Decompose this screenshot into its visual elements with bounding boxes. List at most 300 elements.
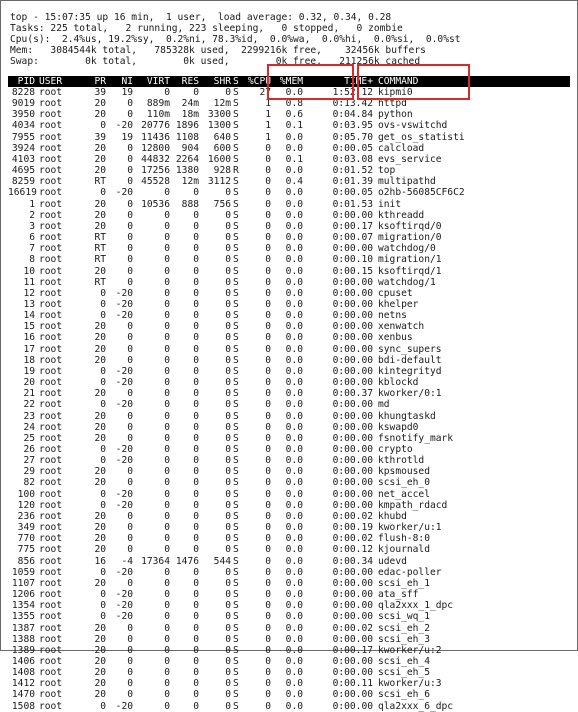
cell-user: root bbox=[39, 477, 63, 489]
cell-mem: 0.1 bbox=[285, 120, 303, 132]
cell-virt: 0 bbox=[164, 343, 170, 355]
cell-command: netns bbox=[378, 310, 407, 322]
cell-ni: 19 bbox=[121, 87, 133, 98]
cell-state: S bbox=[233, 120, 239, 132]
cell-pid: 1388 bbox=[11, 633, 35, 645]
cell-cpu: 1 bbox=[265, 120, 271, 132]
cell-cpu: 0 bbox=[265, 555, 271, 567]
cell-user: root bbox=[39, 533, 63, 545]
cell-pr: 20 bbox=[94, 321, 106, 333]
cell-ni: -20 bbox=[115, 365, 133, 377]
process-row bbox=[8, 377, 570, 388]
cell-pr: 20 bbox=[94, 644, 106, 656]
cell-state: S bbox=[233, 477, 239, 489]
cell-command: kthrotld bbox=[378, 455, 425, 467]
cell-time: 0:00.00 bbox=[332, 365, 373, 377]
cell-command: httpd bbox=[378, 98, 407, 110]
cell-cpu: 0 bbox=[265, 276, 271, 288]
cell-time: 0:00.07 bbox=[332, 232, 373, 244]
cell-state: S bbox=[233, 466, 239, 478]
cell-ni: 0 bbox=[127, 254, 133, 266]
cell-time: 0:00.12 bbox=[332, 544, 373, 556]
cell-mem: 0.0 bbox=[285, 209, 303, 221]
cell-cpu: 0 bbox=[265, 298, 271, 310]
process-row bbox=[8, 477, 570, 488]
cell-time: 0:00.00 bbox=[332, 209, 373, 221]
cell-pr: 39 bbox=[94, 87, 106, 98]
cell-command: edac-poller bbox=[378, 566, 442, 578]
cell-res: 0 bbox=[193, 354, 199, 366]
cell-state: S bbox=[233, 153, 239, 165]
cell-ni: 0 bbox=[127, 198, 133, 210]
cell-state: S bbox=[233, 667, 239, 679]
cell-user: root bbox=[39, 209, 63, 221]
cell-res: 904 bbox=[181, 142, 199, 154]
process-row bbox=[8, 288, 570, 299]
cell-user: root bbox=[39, 644, 63, 656]
cell-virt: 0 bbox=[164, 265, 170, 277]
cell-mem: 0.0 bbox=[285, 265, 303, 277]
cell-pid: 1354 bbox=[11, 600, 35, 612]
cell-ni: -20 bbox=[115, 298, 133, 310]
cell-virt: 0 bbox=[164, 410, 170, 422]
cell-command: scsi_eh_1 bbox=[378, 577, 430, 589]
cell-virt: 0 bbox=[164, 421, 170, 433]
cell-user: root bbox=[39, 254, 63, 266]
cell-shr: 0 bbox=[225, 488, 231, 500]
cell-state: S bbox=[233, 254, 239, 266]
cell-user: root bbox=[39, 176, 63, 188]
cell-user: root bbox=[39, 332, 63, 344]
cell-res: 0 bbox=[193, 655, 199, 667]
cell-res: 0 bbox=[193, 232, 199, 244]
cell-mem: 0.0 bbox=[285, 432, 303, 444]
cell-pid: 25 bbox=[23, 432, 35, 444]
cell-pr: 20 bbox=[94, 410, 106, 422]
cell-command: scsi_eh_0 bbox=[378, 477, 430, 489]
cell-command: kjournald bbox=[378, 544, 430, 556]
col-mem: %MEM bbox=[279, 76, 303, 87]
cell-user: root bbox=[39, 410, 63, 422]
process-row bbox=[8, 210, 570, 221]
cell-cpu: 0 bbox=[265, 600, 271, 612]
cell-res: 0 bbox=[193, 577, 199, 589]
cell-pid: 11 bbox=[23, 276, 35, 288]
cell-time: 0:01.39 bbox=[332, 176, 373, 188]
cell-res: 0 bbox=[193, 477, 199, 489]
cell-cpu: 0 bbox=[265, 354, 271, 366]
cell-mem: 0.8 bbox=[285, 98, 303, 110]
process-row bbox=[8, 143, 570, 154]
cell-mem: 0.6 bbox=[285, 109, 303, 121]
cell-virt: 0 bbox=[164, 432, 170, 444]
cell-state: S bbox=[233, 265, 239, 277]
cell-ni: 0 bbox=[127, 544, 133, 556]
cell-shr: 640 bbox=[213, 131, 231, 143]
cell-command: bdi-default bbox=[378, 354, 442, 366]
cell-state: S bbox=[233, 566, 239, 578]
cell-pid: 13 bbox=[23, 298, 35, 310]
cell-time: 0:00.11 bbox=[332, 678, 373, 690]
cell-pr: 20 bbox=[94, 655, 106, 667]
cell-cpu: 0 bbox=[265, 377, 271, 389]
cell-shr: 600 bbox=[213, 142, 231, 154]
cell-pid: 8 bbox=[29, 254, 35, 266]
cell-ni: -20 bbox=[115, 566, 133, 578]
cell-res: 1476 bbox=[175, 555, 199, 567]
cell-cpu: 0 bbox=[265, 176, 271, 188]
cell-user: root bbox=[39, 220, 63, 232]
cell-pid: 14 bbox=[23, 310, 35, 322]
cell-virt: 0 bbox=[164, 510, 170, 522]
cell-ni: -20 bbox=[115, 399, 133, 411]
cell-pr: 0 bbox=[100, 499, 106, 511]
cell-pid: 7 bbox=[29, 243, 35, 255]
cell-state: S bbox=[233, 187, 239, 199]
cell-user: root bbox=[39, 343, 63, 355]
cell-command: migration/1 bbox=[378, 254, 442, 266]
cell-user: root bbox=[39, 600, 63, 612]
cell-command: o2hb-56085CF6C2 bbox=[378, 187, 465, 199]
cell-state: S bbox=[233, 655, 239, 667]
cell-ni: 0 bbox=[127, 689, 133, 701]
cell-user: root bbox=[39, 589, 63, 601]
cell-shr: 0 bbox=[225, 421, 231, 433]
cell-mem: 0.0 bbox=[285, 165, 303, 177]
cell-mem: 0.0 bbox=[285, 142, 303, 154]
cell-mem: 0.0 bbox=[285, 499, 303, 511]
cpu-mem-highlight-box bbox=[267, 64, 354, 100]
cell-time: 0:13.42 bbox=[332, 98, 373, 110]
cell-time: 0:00.00 bbox=[332, 410, 373, 422]
cell-user: root bbox=[39, 365, 63, 377]
cell-time: 0:00.00 bbox=[332, 321, 373, 333]
cell-res: 0 bbox=[193, 298, 199, 310]
cell-res: 0 bbox=[193, 220, 199, 232]
col-pid: PID bbox=[17, 76, 35, 87]
cell-virt: 0 bbox=[164, 633, 170, 645]
cell-res: 0 bbox=[193, 421, 199, 433]
cell-cpu: 0 bbox=[265, 421, 271, 433]
cell-shr: 0 bbox=[225, 466, 231, 478]
cell-pid: 770 bbox=[17, 533, 35, 545]
cell-mem: 0.4 bbox=[285, 176, 303, 188]
cell-shr: 0 bbox=[225, 477, 231, 489]
process-row bbox=[8, 611, 570, 622]
cell-shr: 0 bbox=[225, 354, 231, 366]
cell-pid: 29 bbox=[23, 466, 35, 478]
cell-command: ata_sff bbox=[378, 589, 419, 601]
cell-time: 0:00.00 bbox=[332, 600, 373, 612]
cell-ni: 0 bbox=[127, 142, 133, 154]
cell-pr: 0 bbox=[100, 444, 106, 455]
cell-mem: 0.0 bbox=[285, 678, 303, 690]
cell-res: 0 bbox=[193, 343, 199, 355]
cell-pr: 20 bbox=[94, 432, 106, 444]
cell-time: 0:00.00 bbox=[332, 287, 373, 299]
cell-state: S bbox=[233, 678, 239, 690]
process-row bbox=[8, 243, 570, 254]
cell-pid: 1107 bbox=[11, 577, 35, 589]
cell-pr: 20 bbox=[94, 142, 106, 154]
cell-pr: 0 bbox=[100, 365, 106, 377]
cell-cpu: 27 bbox=[259, 87, 271, 98]
cell-state: S bbox=[233, 444, 239, 455]
process-row bbox=[8, 299, 570, 310]
cell-user: root bbox=[39, 499, 63, 511]
cell-state: S bbox=[233, 377, 239, 389]
cell-user: root bbox=[39, 165, 63, 177]
cell-shr: 0 bbox=[225, 611, 231, 623]
cell-mem: 0.0 bbox=[285, 566, 303, 578]
col-res: RES bbox=[181, 76, 199, 87]
cell-cpu: 0 bbox=[265, 444, 271, 455]
cell-virt: 0 bbox=[164, 399, 170, 411]
cell-state: S bbox=[233, 399, 239, 411]
cell-res: 0 bbox=[193, 533, 199, 545]
cell-pr: RT bbox=[94, 276, 106, 288]
cell-pr: 20 bbox=[94, 477, 106, 489]
cell-virt: 0 bbox=[164, 477, 170, 489]
cell-res: 1896 bbox=[175, 120, 199, 132]
cell-shr: 0 bbox=[225, 410, 231, 422]
cell-pid: 1406 bbox=[11, 655, 35, 667]
cell-mem: 0.0 bbox=[285, 577, 303, 589]
cell-ni: -20 bbox=[115, 488, 133, 500]
cell-state: S bbox=[233, 287, 239, 299]
cell-command: qla2xxx_1_dpc bbox=[378, 600, 454, 612]
cell-pid: 1059 bbox=[11, 566, 35, 578]
cell-virt: 0 bbox=[164, 187, 170, 199]
cell-time: 0:00.00 bbox=[332, 633, 373, 645]
cell-virt: 110m bbox=[146, 109, 170, 121]
process-row bbox=[8, 176, 570, 187]
cell-state: S bbox=[233, 421, 239, 433]
cell-time: 0:00.00 bbox=[332, 477, 373, 489]
cell-shr: 0 bbox=[225, 633, 231, 645]
cell-user: root bbox=[39, 421, 63, 433]
cell-pr: 20 bbox=[94, 198, 106, 210]
tasks-line: Tasks: 225 total, 2 running, 223 sleeping, 0 stopped, 0 zombie bbox=[10, 23, 403, 34]
cell-shr: 0 bbox=[225, 544, 231, 556]
cell-time: 0:00.02 bbox=[332, 533, 373, 545]
process-row bbox=[8, 221, 570, 232]
cell-pid: 17 bbox=[23, 343, 35, 355]
cell-res: 0 bbox=[193, 276, 199, 288]
cell-ni: 0 bbox=[127, 332, 133, 344]
process-row bbox=[8, 455, 570, 466]
process-row bbox=[8, 187, 570, 198]
cell-cpu: 0 bbox=[265, 510, 271, 522]
cell-shr: 0 bbox=[225, 566, 231, 578]
cell-shr: 0 bbox=[225, 444, 231, 455]
cell-res: 0 bbox=[193, 667, 199, 679]
cell-shr: 0 bbox=[225, 499, 231, 511]
cell-cpu: 0 bbox=[265, 310, 271, 322]
cell-res: 0 bbox=[193, 466, 199, 478]
cell-cpu: 0 bbox=[265, 633, 271, 645]
process-row bbox=[8, 656, 570, 667]
cell-state: S bbox=[233, 109, 239, 121]
uptime-line: top - 15:07:35 up 16 min, 1 user, load average: 0.32, 0.34, 0.28 bbox=[10, 12, 392, 23]
process-row bbox=[8, 422, 570, 433]
cell-virt: 0 bbox=[164, 365, 170, 377]
cell-cpu: 0 bbox=[265, 499, 271, 511]
cell-time: 0:00.05 bbox=[332, 142, 373, 154]
cell-cpu: 0 bbox=[265, 689, 271, 701]
cell-res: 2264 bbox=[175, 153, 199, 165]
cell-user: root bbox=[39, 354, 63, 366]
cell-res: 0 bbox=[193, 678, 199, 690]
cell-cpu: 0 bbox=[265, 678, 271, 690]
process-row bbox=[8, 433, 570, 444]
cell-pid: 1206 bbox=[11, 589, 35, 601]
cell-mem: 0.0 bbox=[285, 700, 303, 712]
cell-state: S bbox=[233, 198, 239, 210]
cell-command: scsi_eh_4 bbox=[378, 655, 430, 667]
cell-cpu: 0 bbox=[265, 667, 271, 679]
cell-pr: 20 bbox=[94, 466, 106, 478]
cell-res: 0 bbox=[193, 243, 199, 255]
cell-user: root bbox=[39, 310, 63, 322]
cell-user: root bbox=[39, 689, 63, 701]
cell-pr: 20 bbox=[94, 633, 106, 645]
cell-state: S bbox=[233, 622, 239, 634]
cell-virt: 0 bbox=[164, 377, 170, 389]
cell-pr: 0 bbox=[100, 377, 106, 389]
cell-mem: 0.0 bbox=[285, 488, 303, 500]
cell-shr: 0 bbox=[225, 589, 231, 601]
cell-time: 0:00.00 bbox=[332, 499, 373, 511]
cell-shr: 0 bbox=[225, 287, 231, 299]
cell-cpu: 0 bbox=[265, 343, 271, 355]
cell-command: kworker/0:1 bbox=[378, 388, 442, 400]
cell-cpu: 0 bbox=[265, 254, 271, 266]
cell-ni: -20 bbox=[115, 310, 133, 322]
cell-shr: 0 bbox=[225, 510, 231, 522]
cell-time: 0:00.00 bbox=[332, 488, 373, 500]
cell-time: 0:00.02 bbox=[332, 510, 373, 522]
cell-res: 0 bbox=[193, 488, 199, 500]
cell-ni: 0 bbox=[127, 644, 133, 656]
cell-pid: 7955 bbox=[11, 131, 35, 143]
cell-pr: 0 bbox=[100, 566, 106, 578]
cell-ni: 0 bbox=[127, 265, 133, 277]
cell-time: 0:00.00 bbox=[332, 310, 373, 322]
cell-user: root bbox=[39, 566, 63, 578]
cell-pr: 20 bbox=[94, 510, 106, 522]
cell-state: S bbox=[233, 388, 239, 400]
cell-cpu: 0 bbox=[265, 522, 271, 534]
cell-cpu: 0 bbox=[265, 611, 271, 623]
cell-pr: 20 bbox=[94, 667, 106, 679]
cell-cpu: 0 bbox=[265, 265, 271, 277]
cell-user: root bbox=[39, 232, 63, 244]
cell-state: S bbox=[233, 354, 239, 366]
cell-command: scsi_eh_2 bbox=[378, 622, 430, 634]
cell-time: 0:00.37 bbox=[332, 388, 373, 400]
cell-state: S bbox=[233, 544, 239, 556]
cell-mem: 0.0 bbox=[285, 365, 303, 377]
cell-mem: 0.0 bbox=[285, 455, 303, 467]
swap-line: Swap: 0k total, 0k used, 0k free, 211256k cached bbox=[10, 56, 421, 67]
cell-shr: 0 bbox=[225, 332, 231, 344]
cell-mem: 0.0 bbox=[285, 243, 303, 255]
cell-ni: 0 bbox=[127, 655, 133, 667]
cell-pid: 21 bbox=[23, 388, 35, 400]
process-row bbox=[8, 567, 570, 578]
col-user: USER bbox=[39, 76, 63, 87]
cell-cpu: 0 bbox=[265, 566, 271, 578]
process-row bbox=[8, 544, 570, 555]
cell-time: 0:04.84 bbox=[332, 109, 373, 121]
cell-virt: 0 bbox=[164, 499, 170, 511]
cell-mem: 0.0 bbox=[285, 343, 303, 355]
cell-ni: 0 bbox=[127, 432, 133, 444]
cell-ni: 0 bbox=[127, 98, 133, 110]
cell-state: S bbox=[233, 332, 239, 344]
cell-time: 0:00.00 bbox=[332, 589, 373, 601]
cell-res: 0 bbox=[193, 622, 199, 634]
cell-state: S bbox=[233, 700, 239, 712]
cell-pr: RT bbox=[94, 254, 106, 266]
cell-shr: 0 bbox=[225, 667, 231, 679]
cell-shr: 0 bbox=[225, 209, 231, 221]
cell-virt: 0 bbox=[164, 455, 170, 467]
cell-virt: 0 bbox=[164, 287, 170, 299]
cell-pr: 20 bbox=[94, 421, 106, 433]
cell-res: 0 bbox=[193, 388, 199, 400]
cell-pid: 3 bbox=[29, 220, 35, 232]
cell-cpu: 1 bbox=[265, 98, 271, 110]
cell-shr: 0 bbox=[225, 254, 231, 266]
cell-command: watchdog/0 bbox=[378, 243, 436, 255]
cell-pr: 20 bbox=[94, 343, 106, 355]
cell-command: scsi_wq_1 bbox=[378, 611, 430, 623]
cell-shr: 0 bbox=[225, 220, 231, 232]
cell-pr: RT bbox=[94, 243, 106, 255]
cell-time: 0:00.00 bbox=[332, 689, 373, 701]
process-row bbox=[8, 154, 570, 165]
process-row bbox=[8, 399, 570, 410]
col-time: TIME+ bbox=[344, 76, 373, 87]
cell-cpu: 0 bbox=[265, 455, 271, 467]
process-row bbox=[8, 578, 570, 589]
cell-command: scsi_eh_6 bbox=[378, 689, 430, 701]
cell-cpu: 0 bbox=[265, 589, 271, 601]
cell-command: scsi_eh_3 bbox=[378, 633, 430, 645]
cell-pr: 0 bbox=[100, 120, 106, 132]
cell-mem: 0.0 bbox=[285, 510, 303, 522]
cell-state: S bbox=[233, 600, 239, 612]
cell-time: 0:00.00 bbox=[332, 399, 373, 411]
cell-user: root bbox=[39, 432, 63, 444]
process-row bbox=[8, 132, 570, 143]
process-row bbox=[8, 310, 570, 321]
cell-shr: 0 bbox=[225, 522, 231, 534]
cell-user: root bbox=[39, 276, 63, 288]
process-row bbox=[8, 500, 570, 511]
cell-shr: 0 bbox=[225, 700, 231, 712]
cell-user: root bbox=[39, 377, 63, 389]
cell-command: migration/0 bbox=[378, 232, 442, 244]
cell-state: S bbox=[233, 432, 239, 444]
cell-cpu: 0 bbox=[265, 466, 271, 478]
cell-user: root bbox=[39, 678, 63, 690]
cell-shr: 0 bbox=[225, 232, 231, 244]
cell-command: init bbox=[378, 198, 402, 210]
cell-mem: 0.0 bbox=[285, 655, 303, 667]
